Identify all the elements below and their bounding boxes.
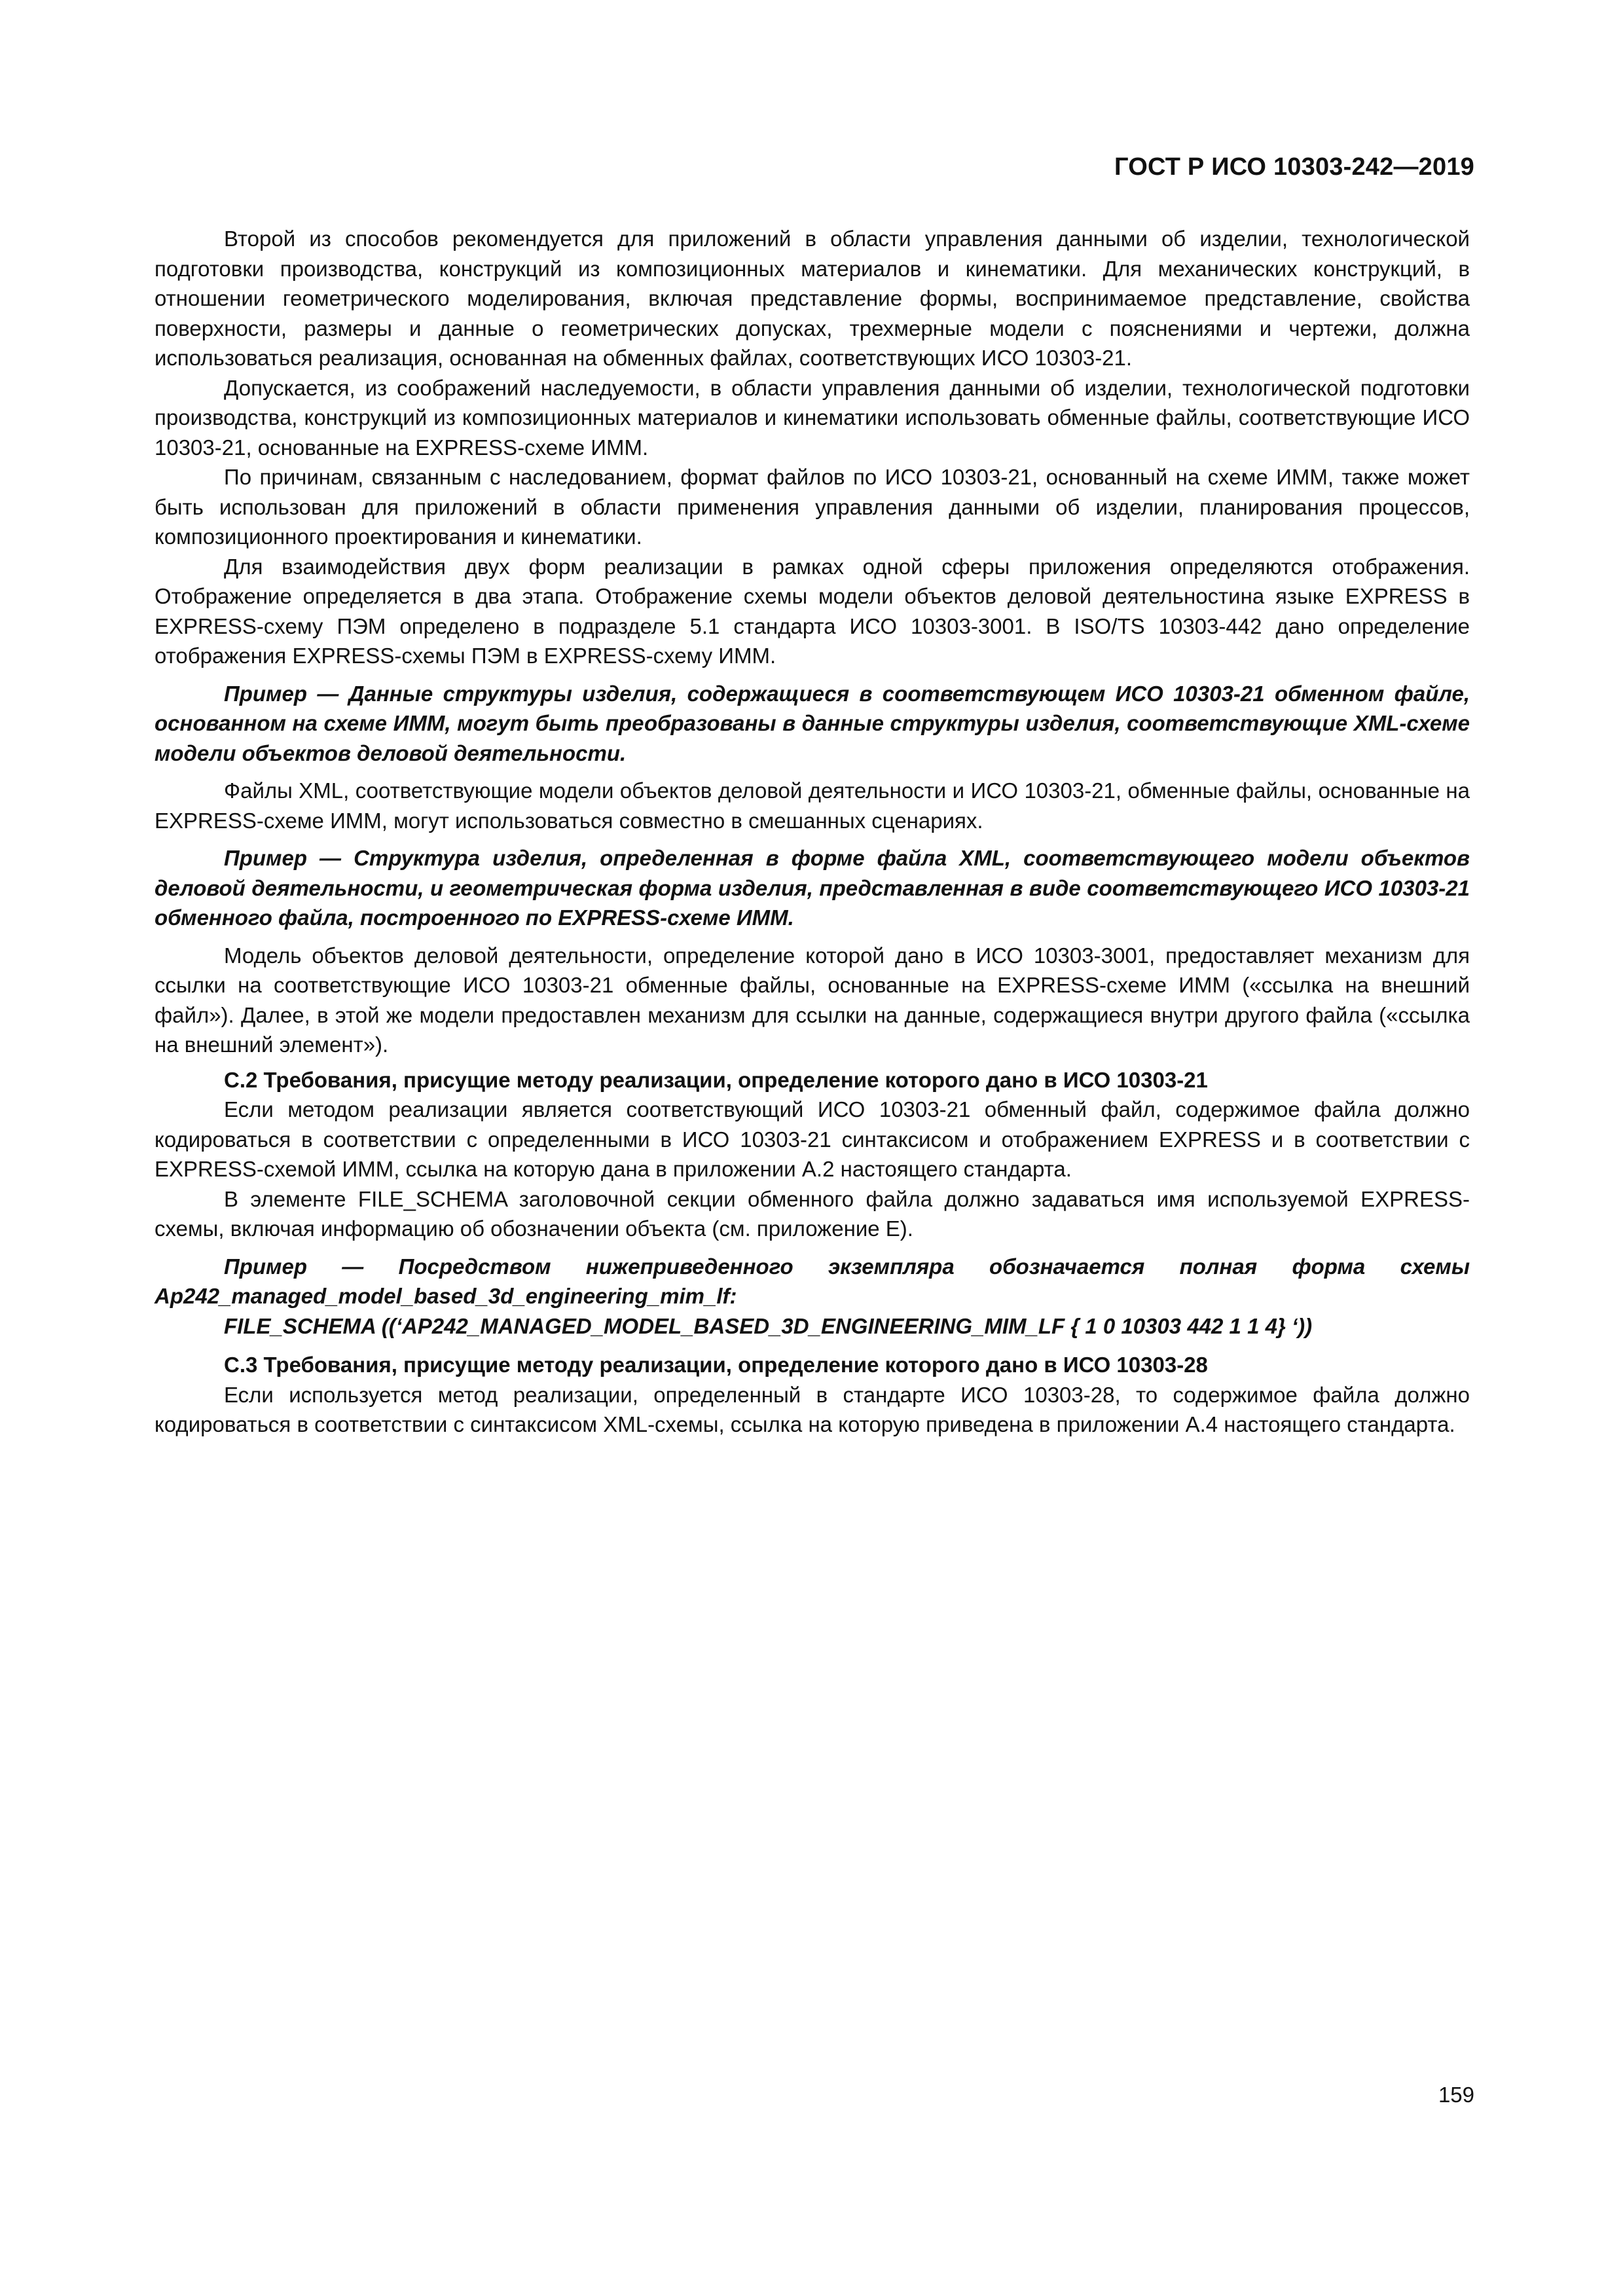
section-heading: С.3 Требования, присущие методу реализации, определение которого дано в ИСО 10303-28 (224, 1353, 1208, 1377)
paragraph: Второй из способов рекомендуется для приложений в области управления данными об изделии, технологической подготовки производства, конструкций из композиционных материалов и кинематики. Для механических конструкций, в отношении геометрического моделирования, включая представление формы, воспринимаемое представление, свойства поверхности, размеры и данные о геометрических допусках, трехмерные модели с пояснениями и чертежи, должна использоваться реализация, основанная на обменных файлах, соответствующих ИСО 10303-21. (155, 227, 1470, 370)
paragraph: Модель объектов деловой деятельности, определение которой дано в ИСО 10303-3001, предоставляет механизм для ссылки на соответствующие ИСО 10303-21 обменные файлы, основанные на EXPRESS-схеме ИММ («ссылка на внешний файл»). Далее, в этой же модели предоставлен механизм для ссылки на данные, содержащиеся внутри другого файла («ссылка на внешний элемент»). (155, 943, 1470, 1057)
page-number: 159 (1438, 2083, 1474, 2107)
paragraph: Если методом реализации является соответствующий ИСО 10303-21 обменный файл, содержимое файла должно кодироваться в соответствии с определенными в ИСО 10303-21 синтаксисом и отображением EXPRESS и в соответствии с EXPRESS-схемой ИММ, ссылка на которую дана в приложении А.2 настоящего стандарта. (155, 1097, 1470, 1181)
example-note: Пример — Посредством нижеприведенного экземпляра обозначается полная форма схемы Ap242_managed_model_based_3d_engineering_mim_lf: (155, 1254, 1470, 1308)
example-note: Пример — Структура изделия, определенная в форме файла XML, соответствующего модели объектов деловой деятельности, и геометрическая форма изделия, представленная в виде соответствующего ИСО 10303-21 обменного файла, построенного по EXPRESS-схеме ИММ. (155, 846, 1470, 930)
document-body (155, 224, 1470, 1440)
paragraph: Для взаимодействия двух форм реализации в рамках одной сферы приложения определяются отображения. Отображение определяется в два этапа. Отображение схемы модели объектов деловой деятельностина языке EXPRESS в EXPRESS-схему ПЭМ определено в подразделе 5.1 стандарта ИСО 10303-3001. В ISO/TS 10303-442 дано определение отображения EXPRESS-схемы ПЭМ в EXPRESS-схему ИММ. (155, 554, 1470, 668)
file-schema-example: FILE_SCHEMA ((‘AP242_MANAGED_MODEL_BASED_3D_ENGINEERING_MIM_LF { 1 0 10303 442 1 1 4} ‘)) (224, 1313, 1313, 1338)
paragraph: В элементе FILE_SCHEMA заголовочной секции обменного файла должно задаваться имя используемой EXPRESS-схемы, включая информацию об обозначении объекта (см. приложение Е). (155, 1186, 1470, 1241)
paragraph: Файлы XML, соответствующие модели объектов деловой деятельности и ИСО 10303-21, обменные файлы, основанные на EXPRESS-схеме ИММ, могут использоваться совместно в смешанных сценариях. (155, 778, 1470, 833)
paragraph: Допускается, из соображений наследуемости, в области управления данными об изделии, технологической подготовки производства, конструкций из композиционных материалов и кинематики использовать обменные файлы, соответствующие ИСО 10303-21, основанные на EXPRESS-схеме ИММ. (155, 375, 1470, 460)
page-header-standard-id: ГОСТ Р ИСО 10303-242—2019 (1114, 153, 1474, 181)
section-heading: С.2 Требования, присущие методу реализации, определение которого дано в ИСО 10303-21 (224, 1067, 1208, 1092)
example-note: Пример — Данные структуры изделия, содержащиеся в соответствующем ИСО 10303-21 обменном файле, основанном на схеме ИММ, могут быть преобразованы в данные структуры изделия, соответствующие XML-схеме модели объектов деловой деятельности. (155, 681, 1470, 765)
paragraph: Если используется метод реализации, определенный в стандарте ИСО 10303-28, то содержимое файла должно кодироваться в соответствии с синтаксисом XML-схемы, ссылка на которую приведена в приложении А.4 настоящего стандарта. (155, 1382, 1470, 1436)
paragraph: По причинам, связанным с наследованием, формат файлов по ИСО 10303-21, основанный на схеме ИММ, также может быть использован для приложений в области применения управления данными об изделии, планирования процессов, композиционного проектирования и кинематики. (155, 465, 1470, 549)
